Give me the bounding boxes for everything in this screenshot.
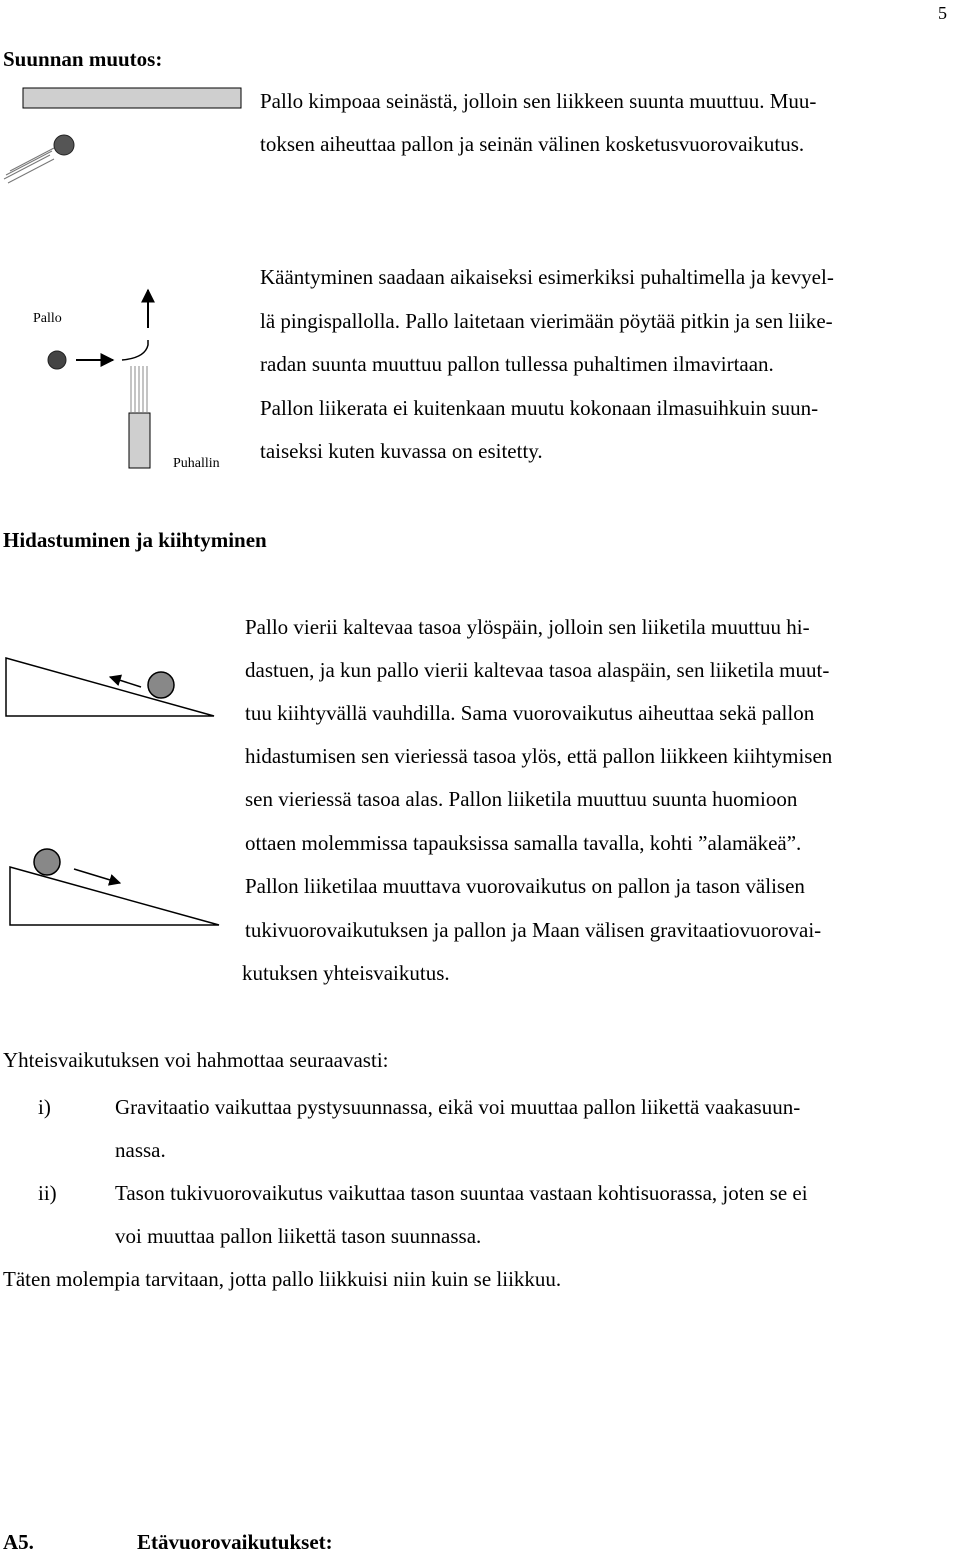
section-number-a5: A5. (3, 1530, 34, 1554)
section-heading-slowing-accelerating: Hidastuminen ja kiihtyminen (3, 528, 267, 552)
blower-text-line-1: Kääntyminen saadaan aikaiseksi esimerkiksi puhaltimella ja kevyel- (260, 265, 834, 289)
incline-up-figure (0, 650, 230, 730)
combined-effect-intro: Yhteisvaikutuksen voi hahmottaa seuraavasti: (3, 1048, 389, 1072)
list-marker-1: i) (38, 1095, 51, 1119)
blower-figure (0, 280, 250, 480)
blower-text-line-5: taiseksi kuten kuvassa on esitetty. (260, 439, 543, 463)
list-item-2-line-1: Tason tukivuorovaikutus vaikuttaa tason suuntaa vastaan kohtisuorassa, joten se ei (115, 1181, 808, 1205)
incline-text-line-5: sen vieriessä tasoa alas. Pallon liiketila muuttuu suunta huomioon (245, 787, 798, 811)
bounce-text-line-2: toksen aiheuttaa pallon ja seinän välinen kosketusvuorovaikutus. (260, 132, 805, 156)
list-item-2-line-2: voi muuttaa pallon liikettä tason suunnassa. (115, 1224, 482, 1248)
conclusion-text: Täten molempia tarvitaan, jotta pallo liikkuisi niin kuin se liikkuu. (3, 1267, 562, 1291)
incline-text-line-6: ottaen molemmissa tapauksissa samalla tavalla, kohti ”alamäkeä”. (245, 831, 802, 855)
curved-path-icon (122, 340, 148, 360)
ball-icon (54, 135, 74, 155)
incline-text-line-1: Pallo vierii kaltevaa tasoa ylöspäin, jolloin sen liiketila muuttuu hi- (245, 615, 810, 639)
section-heading-remote-interactions: Etävuorovaikutukset: (137, 1530, 333, 1554)
blower-body (129, 413, 150, 468)
incline-plane (6, 658, 214, 716)
ball-icon (48, 351, 66, 369)
wall (23, 88, 241, 108)
arrow-downslope-icon (74, 869, 120, 883)
section-heading-direction-change: Suunnan muutos: (3, 47, 163, 71)
blower-text-line-2: lä pingispallolla. Pallo laitetaan vierimään pöytää pitkin ja sen liike- (260, 309, 833, 333)
incline-down-figure (0, 845, 230, 930)
incline-text-line-7: Pallon liiketilaa muuttava vuorovaikutus on pallon ja tason välisen (245, 874, 805, 898)
ball-icon (34, 849, 60, 875)
bounce-text-line-1: Pallo kimpoaa seinästä, jolloin sen liikkeen suunta muuttuu. Muu- (260, 89, 817, 113)
airflow-lines-icon (131, 366, 147, 412)
list-item-1-line-2: nassa. (115, 1138, 166, 1162)
incline-text-line-9: kutuksen yhteisvaikutus. (242, 961, 450, 985)
incline-text-line-4: hidastumisen sen vieriessä tasoa ylös, että pallon liikkeen kiihtymisen (245, 744, 833, 768)
ball-icon (148, 672, 174, 698)
motion-lines-icon (4, 148, 54, 183)
blower-text-line-4: Pallon liikerata ei kuitenkaan muutu kokonaan ilmasuihkuin suun- (260, 396, 819, 420)
incline-plane (10, 867, 219, 925)
list-item-1-line-1: Gravitaatio vaikuttaa pystysuunnassa, eikä voi muuttaa pallon liikettä vaakasuun- (115, 1095, 801, 1119)
incline-text-line-3: tuu kiihtyvällä vauhdilla. Sama vuorovaikutus aiheuttaa sekä pallon (245, 701, 815, 725)
list-marker-2: ii) (38, 1181, 57, 1205)
label-ball: Pallo (33, 311, 62, 326)
arrow-upslope-icon (110, 677, 141, 687)
label-blower: Puhallin (173, 456, 220, 471)
incline-text-line-8: tukivuorovaikutuksen ja pallon ja Maan välisen gravitaatiovuorovai- (245, 918, 822, 942)
page-number: 5 (938, 3, 947, 23)
bounce-figure (0, 85, 250, 195)
blower-text-line-3: radan suunta muuttuu pallon tullessa puhaltimen ilmavirtaan. (260, 352, 774, 376)
incline-text-line-2: dastuen, ja kun pallo vierii kaltevaa tasoa alaspäin, sen liiketila muut- (245, 658, 830, 682)
